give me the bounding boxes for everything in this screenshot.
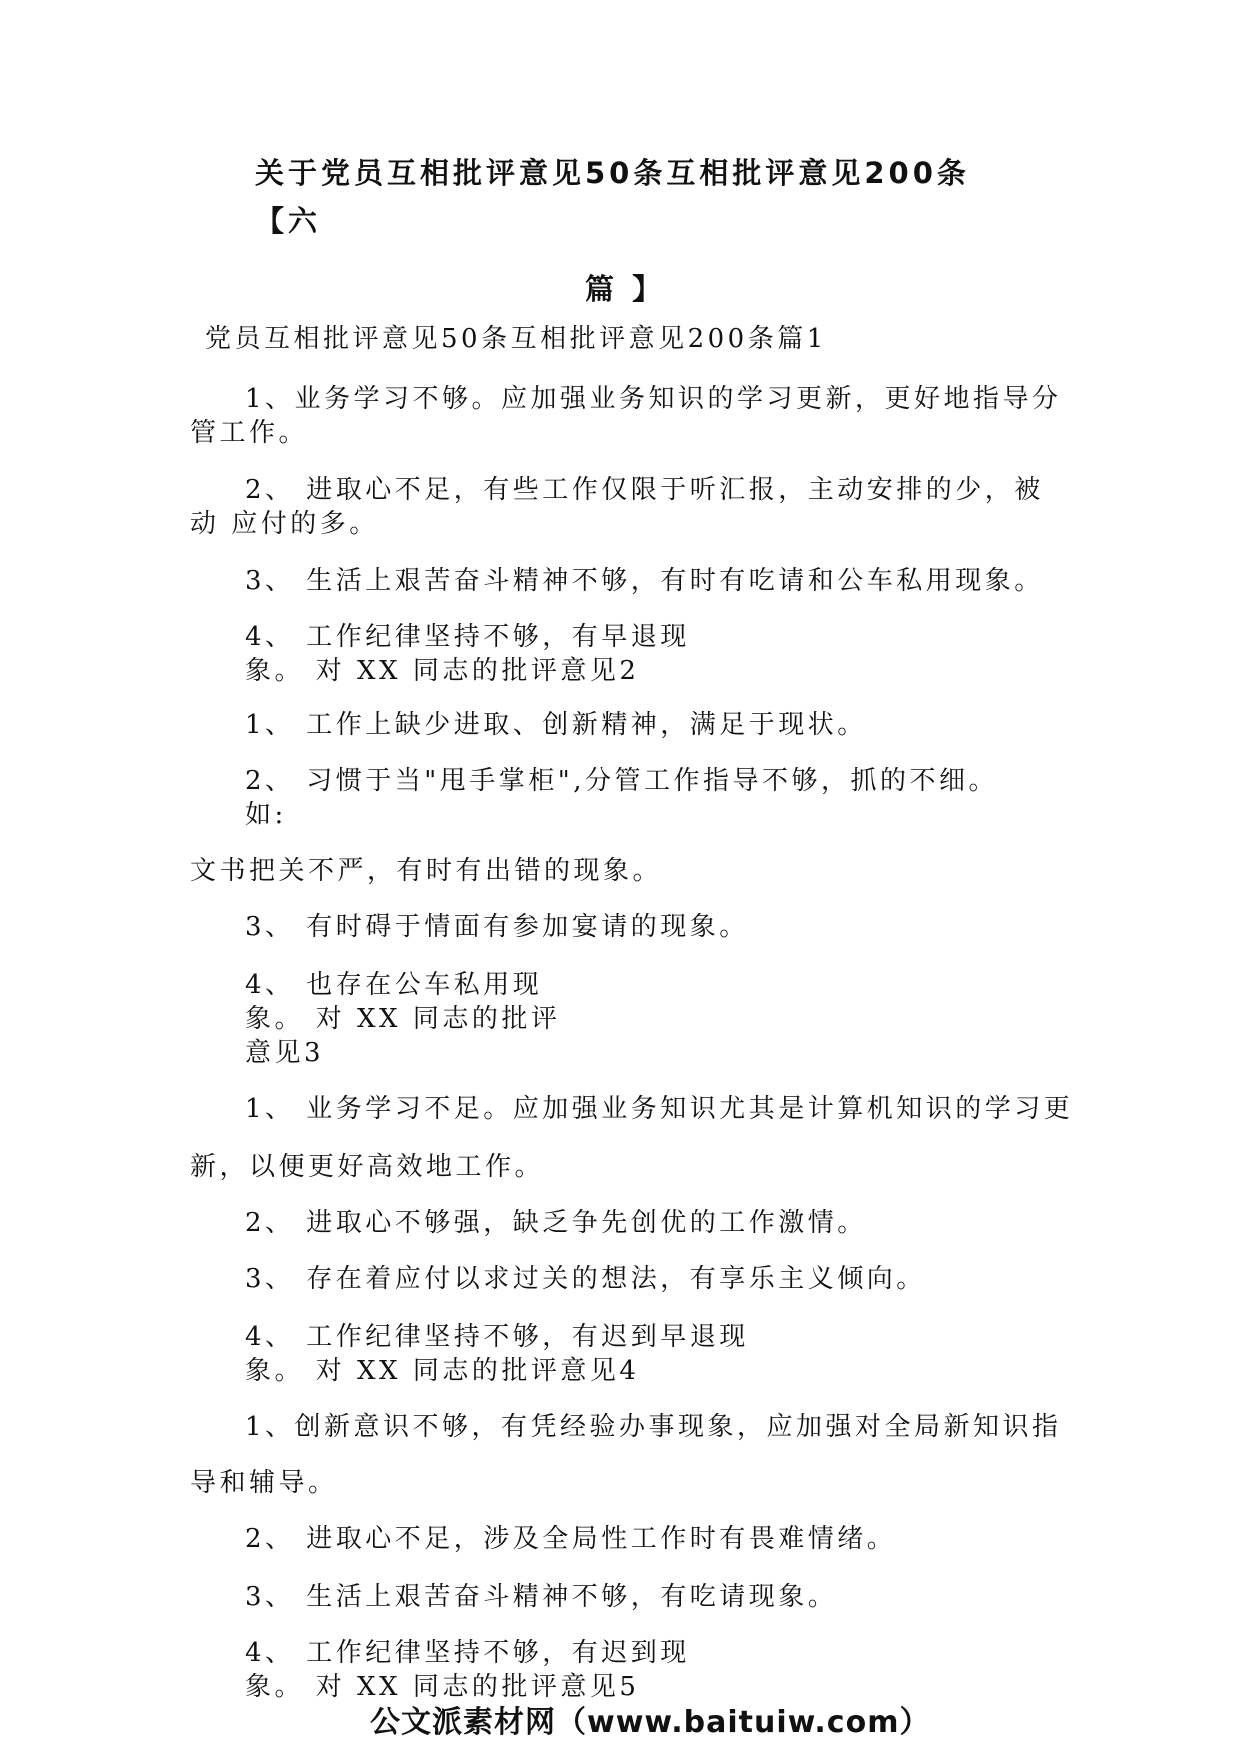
body-line: 1、 工作上缺少进取、创新精神，满足于现状。 <box>245 710 867 740</box>
body-line: 象。 对 XX 同志的批评意见4 <box>245 1356 640 1386</box>
body-line: 动 应付的多。 <box>190 509 379 539</box>
body-line: 2、 进取心不够强，缺乏争先创优的工作激情。 <box>245 1208 867 1238</box>
body-line: 3、 存在着应付以求过关的想法，有享乐主义倾向。 <box>245 1264 926 1294</box>
body-line: 4、 工作纪律坚持不够，有早退现 <box>245 622 690 652</box>
section-heading: 党员互相批评意见50条互相批评意见200条篇1 <box>205 324 827 354</box>
document-title-line-1: 关于党员互相批评意见50条互相批评意见200条 <box>255 156 970 190</box>
body-line: 4、 也存在公车私用现 <box>245 970 543 1000</box>
body-line: 1、业务学习不够。应加强业务知识的学习更新，更好地指导分 <box>245 384 1062 414</box>
body-line: 2、 进取心不足，有些工作仅限于听汇报，主动安排的少，被 <box>245 475 1044 505</box>
body-line: 意见3 <box>245 1038 325 1068</box>
body-line: 导和辅导。 <box>190 1468 338 1498</box>
body-line: 管工作。 <box>190 418 309 448</box>
body-line: 1、 业务学习不足。应加强业务知识尤其是计算机知识的学习更 <box>245 1094 1074 1124</box>
body-line: 象。 对 XX 同志的批评 <box>245 1004 561 1034</box>
body-line: 象。 对 XX 同志的批评意见5 <box>245 1672 640 1702</box>
body-line: 新，以便更好高效地工作。 <box>190 1152 545 1182</box>
body-line: 2、 进取心不足，涉及全局性工作时有畏难情绪。 <box>245 1524 897 1554</box>
document-title-line-3: 篇 】 <box>585 272 666 306</box>
body-line: 1、创新意识不够，有凭经验办事现象，应加强对全局新知识指 <box>245 1412 1062 1442</box>
body-line: 3、 有时碍于情面有参加宴请的现象。 <box>245 912 749 942</box>
body-line: 4、 工作纪律坚持不够，有迟到早退现 <box>245 1322 749 1352</box>
document-title-line-2: 【六 <box>255 204 322 238</box>
footer-site-link[interactable]: 公文派素材网（www.baituiw.com） <box>370 1705 931 1740</box>
body-line: 2、 习惯于当"甩手掌柜",分管工作指导不够，抓的不细。 <box>245 766 998 796</box>
body-line: 4、 工作纪律坚持不够，有迟到现 <box>245 1638 690 1668</box>
body-line: 如: <box>245 800 287 830</box>
body-line: 3、 生活上艰苦奋斗精神不够，有吃请现象。 <box>245 1582 838 1612</box>
body-line: 文书把关不严，有时有出错的现象。 <box>190 856 663 886</box>
body-line: 3、 生活上艰苦奋斗精神不够，有时有吃请和公车私用现象。 <box>245 566 1044 596</box>
body-line: 象。 对 XX 同志的批评意见2 <box>245 656 640 686</box>
